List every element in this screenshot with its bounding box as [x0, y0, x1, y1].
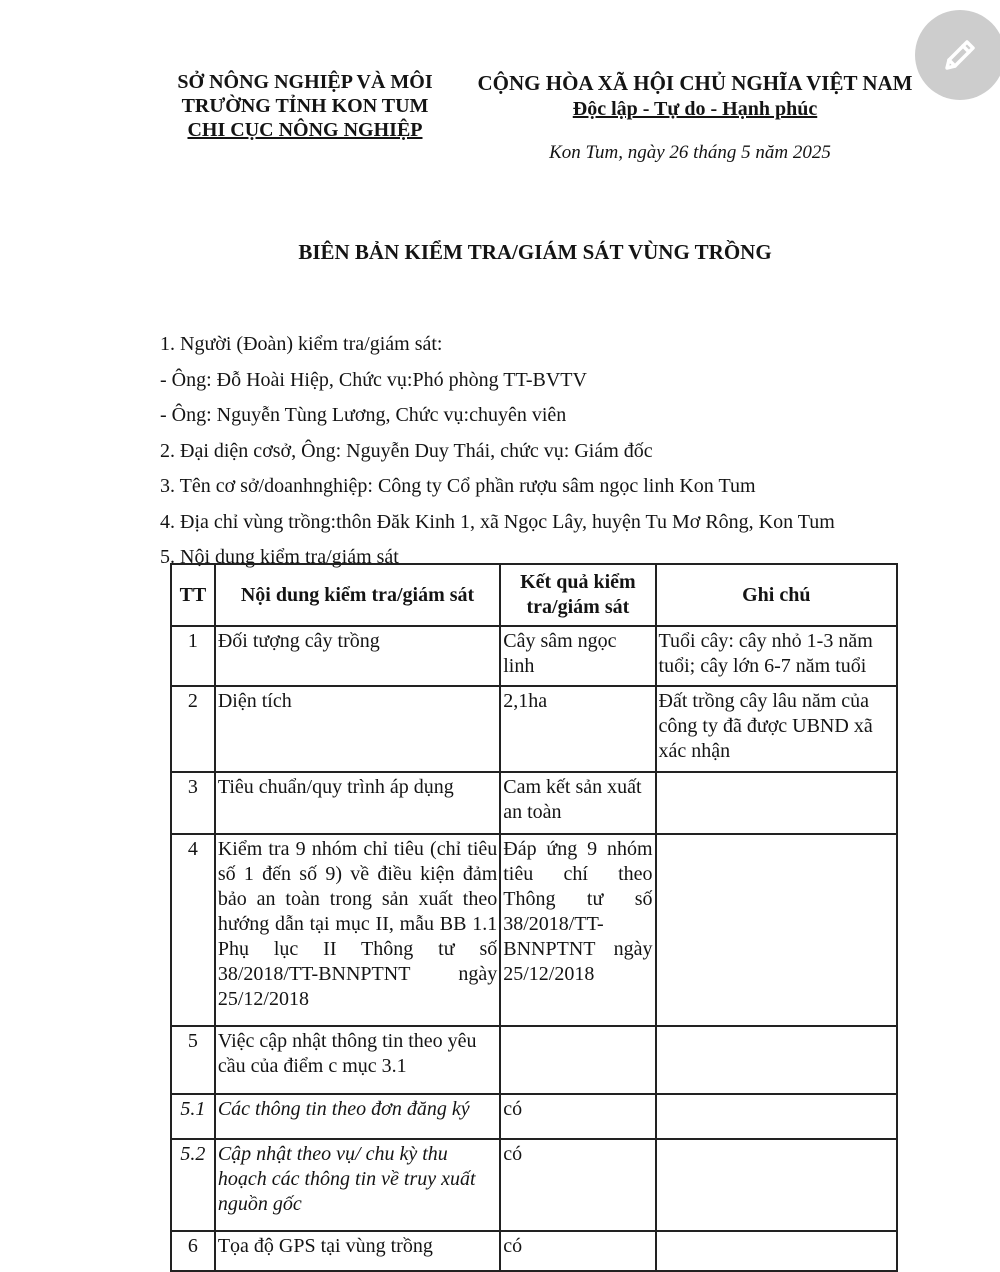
agency-line-2: TRƯỜNG TỈNH KON TUM: [181, 95, 429, 117]
row-result: Cam kết sản xuất an toàn: [500, 772, 655, 834]
row-tt: 5.1: [171, 1094, 215, 1139]
nation-header: [470, 70, 920, 122]
table-row: [171, 1231, 897, 1271]
row-note: [656, 772, 897, 834]
header-note: Ghi chú: [656, 564, 897, 626]
edit-button[interactable]: [915, 10, 1000, 100]
row-note: Đất trồng cây lâu năm của công ty đã được UBND xã xác nhận: [656, 686, 897, 772]
pencil-icon: [937, 32, 983, 78]
row-result: 2,1ha: [500, 686, 655, 772]
row-result: có: [500, 1231, 655, 1271]
info-line-5: 3. Tên cơ sở/doanhnghiệp: Công ty Cổ phần rượu sâm ngọc linh Kon Tum: [160, 475, 756, 497]
header-tt: TT: [171, 564, 215, 626]
row-note: [656, 834, 897, 1026]
nation-motto: Độc lập - Tự do - Hạnh phúc: [572, 98, 818, 120]
row-tt: 1: [171, 626, 215, 686]
row-result: [500, 1026, 655, 1094]
table-row: [171, 772, 897, 834]
document-title: BIÊN BẢN KIỂM TRA/GIÁM SÁT VÙNG TRỒNG: [298, 240, 772, 264]
table-row: [171, 626, 897, 686]
row-result: có: [500, 1139, 655, 1231]
table-row: [171, 1026, 897, 1094]
row-result: Cây sâm ngọc linh: [500, 626, 655, 686]
agency-header: [170, 70, 440, 142]
header-content: Nội dung kiểm tra/giám sát: [215, 564, 500, 626]
row-tt: 3: [171, 772, 215, 834]
table-row: [171, 686, 897, 772]
info-line-6: 4. Địa chỉ vùng trồng:thôn Đăk Kinh 1, xã Ngọc Lây, huyện Tu Mơ Rông, Kon Tum: [160, 510, 835, 533]
table-header-row: [171, 564, 897, 626]
info-line-1: 1. Người (Đoàn) kiểm tra/giám sát:: [160, 333, 443, 355]
row-note: [656, 1139, 897, 1231]
header-result: Kết quả kiểm tra/giám sát: [500, 564, 655, 626]
row-tt: 6: [171, 1231, 215, 1271]
row-tt: 4: [171, 834, 215, 1026]
info-line-3: - Ông: Nguyễn Tùng Lương, Chức vụ:chuyên viên: [160, 404, 567, 426]
row-result: có: [500, 1094, 655, 1139]
row-note: [656, 1231, 897, 1271]
row-content: Việc cập nhật thông tin theo yêu cầu của điểm c mục 3.1: [215, 1026, 500, 1094]
row-note: [656, 1026, 897, 1094]
row-result: Đáp ứng 9 nhóm tiêu chí theo Thông tư số 38/2018/TT-BNNPTNT ngày 25/12/2018: [500, 834, 655, 1026]
row-content: Các thông tin theo đơn đăng ký: [215, 1094, 500, 1139]
table-row: [171, 1094, 897, 1139]
row-note: Tuổi cây: cây nhỏ 1-3 năm tuổi; cây lớn 6-7 năm tuổi: [656, 626, 897, 686]
row-content: Kiểm tra 9 nhóm chỉ tiêu (chỉ tiêu số 1 đến số 9) về điều kiện đảm bảo an toàn trong sản xuất theo hướng dẫn tại mục II, mẫu BB 1.1 Phụ lục II Thông tư số 38/2018/TT-BNNPTNT ngày 25/12/2018: [215, 834, 500, 1026]
table-row: [171, 1139, 897, 1231]
inspection-table: [170, 563, 898, 1272]
nation-title: CỘNG HÒA XÃ HỘI CHỦ NGHĨA VIỆT NAM: [477, 71, 913, 95]
row-tt: 5: [171, 1026, 215, 1094]
info-section: [160, 330, 940, 579]
info-line-7: 5. Nội dung kiểm tra/giám sát: [160, 546, 399, 568]
agency-line-3: CHI CỤC NÔNG NGHIỆP: [187, 119, 423, 141]
row-tt: 5.2: [171, 1139, 215, 1231]
row-content: Tiêu chuẩn/quy trình áp dụng: [215, 772, 500, 834]
row-content: Cập nhật theo vụ/ chu kỳ thu hoạch các thông tin về truy xuất nguồn gốc: [215, 1139, 500, 1231]
info-line-2: - Ông: Đỗ Hoài Hiệp, Chức vụ:Phó phòng TT-BVTV: [160, 368, 587, 391]
row-content: Diện tích: [215, 686, 500, 772]
info-line-4: 2. Đại diện cơsở, Ông: Nguyễn Duy Thái, chức vụ: Giám đốc: [160, 439, 653, 462]
row-content: Đối tượng cây trồng: [215, 626, 500, 686]
dateline: Kon Tum, ngày 26 tháng 5 năm 2025: [549, 142, 831, 163]
row-tt: 2: [171, 686, 215, 772]
row-content: Tọa độ GPS tại vùng trồng: [215, 1231, 500, 1271]
agency-line-1: SỞ NÔNG NGHIỆP VÀ MÔI: [177, 71, 433, 93]
table-row: [171, 834, 897, 1026]
row-note: [656, 1094, 897, 1139]
